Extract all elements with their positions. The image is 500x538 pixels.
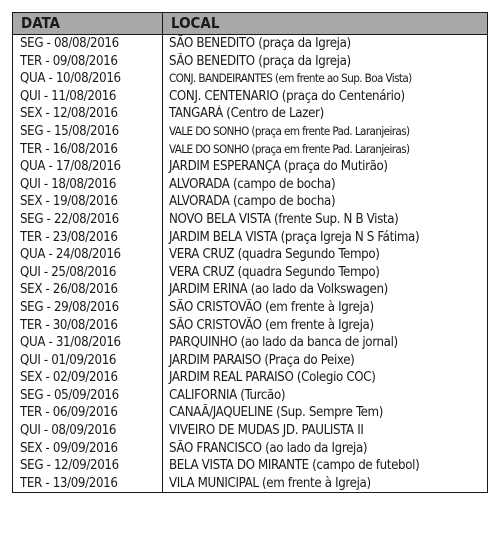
row-place: TANGARÁ (Centro de Lazer) [169, 106, 324, 122]
row-date: SEG - 12/09/2016 [13, 457, 163, 475]
row-date: QUI - 08/09/2016 [13, 422, 163, 440]
table-row [13, 123, 487, 141]
column-header-date: DATA [13, 13, 163, 34]
table-row [13, 334, 487, 352]
row-place: VALE DO SONHO (praça em frente Pad. Laranjeiras) [169, 141, 410, 156]
table-row [13, 35, 487, 53]
row-date: SEX - 26/08/2016 [13, 281, 163, 299]
column-header-local: LOCAL [171, 14, 220, 32]
row-date: TER - 16/08/2016 [13, 141, 163, 159]
row-date: QUI - 01/09/2016 [13, 352, 163, 370]
row-date: SEX - 09/09/2016 [13, 440, 163, 458]
table-row [13, 176, 487, 194]
row-date: TER - 09/08/2016 [13, 53, 163, 71]
schedule-table [12, 12, 488, 493]
table-row [13, 387, 487, 405]
row-place: NOVO BELA VISTA (frente Sup. N B Vista) [169, 211, 399, 227]
row-place: PARQUINHO (ao lado da banca de jornal) [169, 335, 398, 351]
table-row [13, 105, 487, 123]
row-place: SÃO CRISTOVÃO (em frente à Igreja) [169, 299, 374, 315]
table-row [13, 88, 487, 106]
table-row [13, 193, 487, 211]
row-date: QUA - 17/08/2016 [13, 158, 163, 176]
row-place: VIVEIRO DE MUDAS JD. PAULISTA II [169, 423, 364, 439]
row-date: QUI - 25/08/2016 [13, 264, 163, 282]
table-row [13, 475, 487, 493]
row-place: VERA CRUZ (quadra Segundo Tempo) [169, 264, 380, 280]
row-date: QUI - 11/08/2016 [13, 88, 163, 106]
table-row [13, 440, 487, 458]
row-place: ALVORADA (campo de bocha) [169, 176, 336, 192]
table-row [13, 53, 487, 71]
row-place: SÃO CRISTOVÃO (em frente à Igreja) [169, 317, 374, 333]
table-row [13, 211, 487, 229]
table-row [13, 70, 487, 88]
row-date: SEX - 19/08/2016 [13, 193, 163, 211]
table-row [13, 457, 487, 475]
row-date: QUA - 31/08/2016 [13, 334, 163, 352]
row-date: SEG - 15/08/2016 [13, 123, 163, 141]
row-place: CONJ. CENTENARIO (praça do Centenário) [169, 88, 405, 104]
table-row [13, 246, 487, 264]
row-date: SEX - 12/08/2016 [13, 105, 163, 123]
row-place: BELA VISTA DO MIRANTE (campo de futebol) [169, 458, 420, 474]
row-place: SÃO BENEDITO (praça da Igreja) [169, 36, 351, 51]
row-place: VERA CRUZ (quadra Segundo Tempo) [169, 247, 380, 263]
row-place: JARDIM ERINA (ao lado da Volkswagen) [169, 282, 388, 298]
row-place: CONJ. BANDEIRANTES (em frente ao Sup. Boa Vista) [169, 71, 412, 86]
table-row [13, 299, 487, 317]
row-date: TER - 30/08/2016 [13, 317, 163, 335]
table-row [13, 229, 487, 247]
row-place: VALE DO SONHO (praça em frente Pad. Laranjeiras) [169, 123, 410, 138]
table-row [13, 317, 487, 335]
table-row [13, 141, 487, 159]
row-date: SEG - 29/08/2016 [13, 299, 163, 317]
row-place: VILA MUNICIPAL (em frente à Igreja) [169, 475, 371, 491]
row-place: JARDIM BELA VISTA (praça Igreja N S Fátima) [169, 229, 420, 245]
table-row [13, 404, 487, 422]
row-date: TER - 06/09/2016 [13, 404, 163, 422]
table-row [13, 281, 487, 299]
table-row [13, 264, 487, 282]
table-body [13, 35, 487, 492]
row-place: ALVORADA (campo de bocha) [169, 194, 336, 210]
row-place: JARDIM PARAISO (Praça do Peixe) [169, 352, 355, 368]
row-place: JARDIM REAL PARAISO (Colegio COC) [169, 370, 376, 386]
table-row [13, 158, 487, 176]
row-place: JARDIM ESPERANÇA (praça do Mutirão) [169, 159, 388, 175]
row-place: CALIFORNIA (Turcão) [169, 387, 286, 403]
row-date: TER - 13/09/2016 [13, 475, 163, 493]
row-date: SEX - 02/09/2016 [13, 369, 163, 387]
table-header [13, 13, 487, 35]
row-date: SEG - 08/08/2016 [13, 35, 163, 53]
row-place: SÃO FRANCISCO (ao lado da Igreja) [169, 440, 368, 456]
row-date: QUI - 18/08/2016 [13, 176, 163, 194]
row-date: SEG - 22/08/2016 [13, 211, 163, 229]
row-place: SÃO BENEDITO (praça da Igreja) [169, 53, 351, 69]
row-date: SEG - 05/09/2016 [13, 387, 163, 405]
row-date: QUA - 24/08/2016 [13, 246, 163, 264]
row-place: CANAÃ/JAQUELINE (Sup. Sempre Tem) [169, 405, 384, 421]
table-row [13, 422, 487, 440]
table-row [13, 369, 487, 387]
row-date: QUA - 10/08/2016 [13, 70, 163, 88]
table-row [13, 352, 487, 370]
row-date: TER - 23/08/2016 [13, 229, 163, 247]
